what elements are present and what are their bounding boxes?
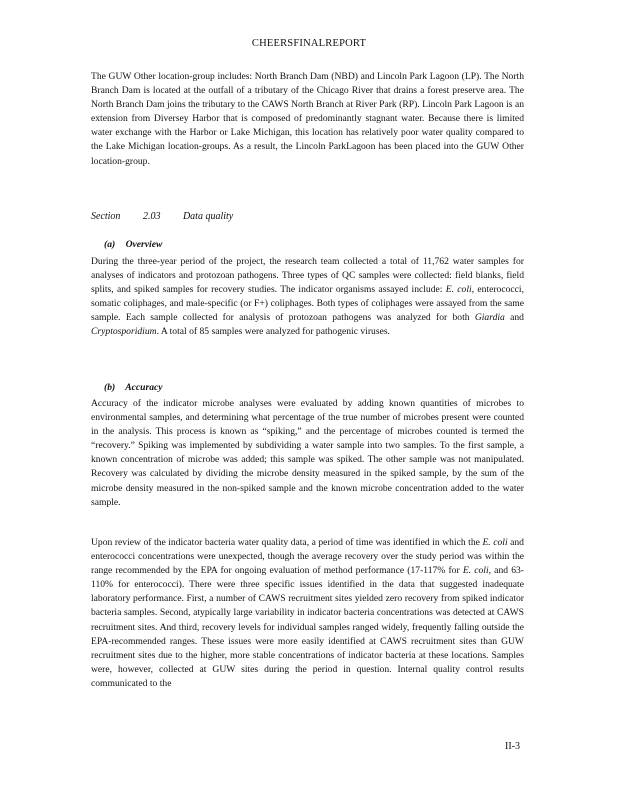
overview-paragraph [91, 255, 524, 340]
ecoli-term-3: E. coli [462, 565, 489, 577]
overview-and: and [504, 312, 524, 324]
section-heading [91, 211, 253, 222]
cryptosporidium-term: Cryptosporidium [91, 326, 157, 338]
overview-text-1: During the three-year period of the project, the research team collected a total of 11,762 water samples for analyses of indicators and protozoan pathogens. Three types of QC samples were collected: field blanks, field splits, and spiked samples for recovery studies. The indicator organisms assayed include: [91, 256, 524, 296]
accuracy-label: (b) [104, 382, 116, 393]
ecoli-term: E. coli [445, 284, 472, 296]
overview-heading: Overview [125, 239, 163, 250]
page-number: II-3 [505, 741, 520, 752]
overview-subheading [104, 239, 162, 250]
overview-label: (a) [104, 239, 116, 250]
review-text-1: Upon review of the indicator bacteria water quality data, a period of time was identified in which the [91, 537, 483, 548]
accuracy-paragraph: Accuracy of the indicator microbe analyses were evaluated by adding known quantities of microbes to environmental samples, and determining what percentage of the true number of microbes present were counted in the analysis. This process is known as “spiking,” and the percentage of microbes counted is termed the “recovery.” Spiking was implemented by subdividing a water sample into two samples. To the first sample, a known concentration of microbe was added; this sample was spiked. The other sample was not manipulated. Recovery was calculated by dividing the microbe density measured in the spiked sample, by the sum of the microbe density measured in the non-spiked sample and the known microbe concentration added to the water sample. [91, 398, 524, 508]
section-number: 2.03 [142, 211, 161, 222]
ecoli-term-2: E. coli [482, 537, 508, 548]
review-text-3: , and 63-110% for enterococci). There were three specific issues identified in the data that suggested inadequate laboratory performance. First, a number of CAWS recruitment sites yielded zero recovery from spiked indicator bacteria samples. Second, atypically large variability in indicator bacteria concentrations was detected at CAWS recruitment sites. And third, recovery levels for individual samples ranged widely, frequently falling outside the EPA-recommended ranges. These issues were more easily identified at CAWS recruitment sites than GUW recruitment sites due to the higher, more stable concentrations of indicator bacteria at these locations. Samples were, however, collected at GUW sites during the period in question. Internal quality control results communicated to the [91, 565, 524, 689]
intro-paragraph: The GUW Other location-group includes: North Branch Dam (NBD) and Lincoln Park Lagoon (LP). The North Branch Dam is located at the outfall of a tributary of the Chicago River that drains a forest preserve area. The North Branch Dam joins the tributary to the CAWS North Branch at River Park (RP). Lincoln Park Lagoon is an extension from Diversey Harbor that is composed of predominantly stagnant water. Because there is limited water exchange with the Harbor or Lake Michigan, this location has relatively poor water quality compared to the Lake Michigan location-groups. As a result, the Lincoln ParkLagoon has been placed into the GUW Other location-group. [91, 71, 524, 167]
report-header: CHEERSFINALREPORT [251, 38, 367, 49]
review-paragraph [91, 536, 524, 691]
giardia-term: Giardia [474, 312, 505, 324]
accuracy-heading: Accuracy [125, 382, 163, 393]
review-text-2: and enterococci concentrations were unexpected, though the average recovery over the study period was within the range recommended by the EPA for ongoing evaluation of method performance (17-117% for [91, 537, 524, 577]
overview-text-3: . A total of 85 samples were analyzed for pathogenic viruses. [156, 326, 390, 338]
accuracy-subheading [104, 382, 163, 393]
overview-text-2: , enterococci, somatic coliphages, and male-specific (or F+) coliphages. Both types of coliphages were assayed from the same sample. Each sample collected for analysis of protozoan pathogens was analyzed for both [91, 284, 524, 324]
section-label: Section [91, 211, 121, 222]
section-title: Data quality [182, 211, 234, 222]
